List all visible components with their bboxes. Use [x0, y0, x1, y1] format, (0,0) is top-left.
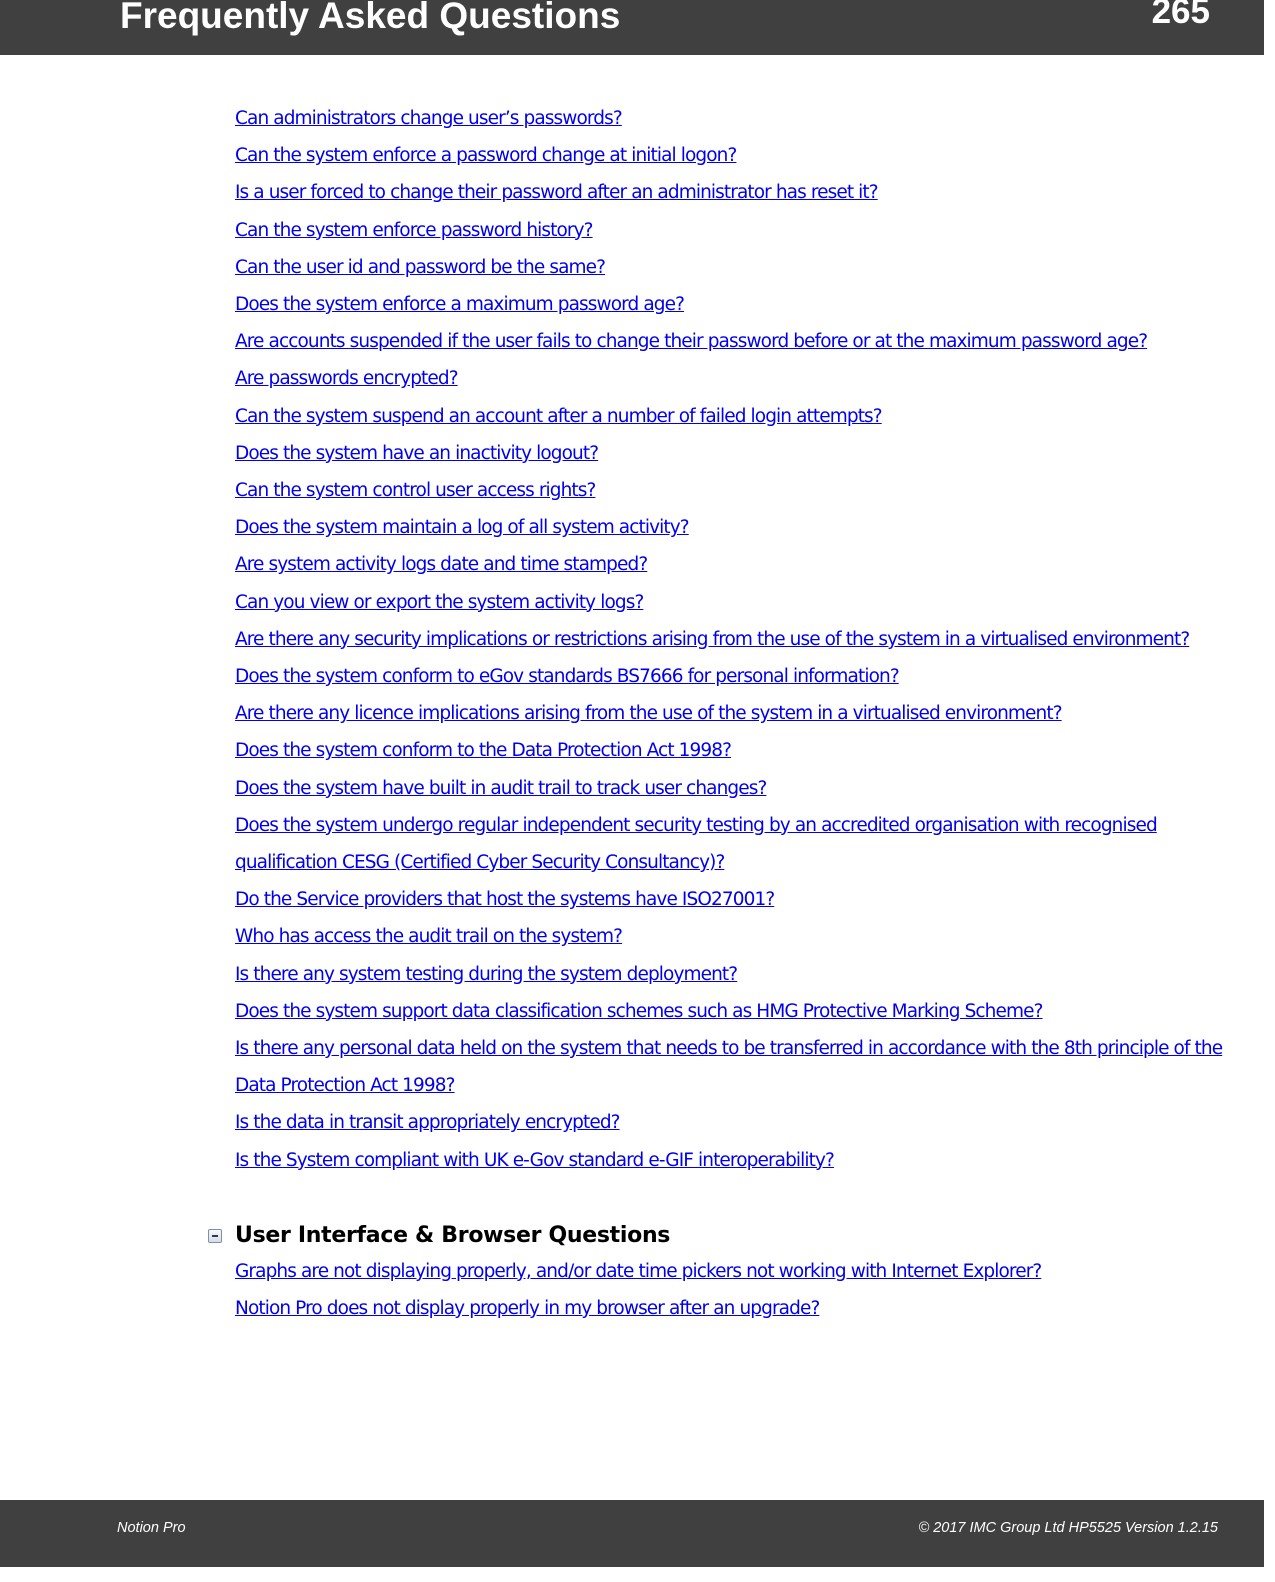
faq-link[interactable]: Are there any security implications or restrictions arising from the use of the system in a virtualised environment?	[235, 628, 1190, 650]
list-item	[235, 1142, 1235, 1179]
list-item	[235, 174, 1235, 211]
list-item	[235, 472, 1235, 509]
faq-link[interactable]: Are system activity logs date and time stamped?	[235, 554, 648, 576]
list-item	[235, 100, 1235, 137]
section-header	[235, 1219, 1235, 1253]
faq-link[interactable]: Is there any personal data held on the system that needs to be transferred in accordance with the 8th principle of the Data Protection Act 1998?	[235, 1038, 1223, 1097]
faq-content	[235, 100, 1235, 1327]
faq-link[interactable]: Who has access the audit trail on the system?	[235, 926, 623, 948]
faq-link[interactable]: Does the system support data classification schemes such as HMG Protective Marking Scheme?	[235, 1000, 1043, 1022]
list-item	[235, 732, 1235, 769]
list-item	[235, 212, 1235, 249]
list-item	[235, 1030, 1235, 1104]
faq-link[interactable]: Can the system control user access rights?	[235, 480, 596, 502]
section-title: User Interface & Browser Questions	[235, 1222, 671, 1248]
faq-link[interactable]: Does the system conform to the Data Protection Act 1998?	[235, 740, 732, 762]
list-item	[235, 993, 1235, 1030]
faq-link[interactable]: Is the data in transit appropriately encrypted?	[235, 1112, 620, 1134]
list-item	[235, 509, 1235, 546]
faq-link[interactable]: Does the system maintain a log of all system activity?	[235, 517, 689, 539]
collapse-minus-icon[interactable]	[208, 1229, 222, 1243]
list-item	[235, 398, 1235, 435]
page-number: 265	[1151, 0, 1210, 31]
faq-link[interactable]: Can the system enforce a password change at initial logon?	[235, 145, 737, 167]
list-item	[235, 956, 1235, 993]
faq-link[interactable]: Can the user id and password be the same?	[235, 256, 606, 278]
list-item	[235, 658, 1235, 695]
faq-link[interactable]: Does the system conform to eGov standards BS7666 for personal information?	[235, 666, 899, 688]
list-item	[235, 695, 1235, 732]
list-item	[235, 323, 1235, 360]
page-header	[0, 0, 1264, 55]
faq-link[interactable]: Are passwords encrypted?	[235, 368, 458, 390]
footer-product-name: Notion Pro	[117, 1520, 186, 1536]
page-footer	[0, 1500, 1264, 1567]
list-item	[235, 360, 1235, 397]
list-item	[235, 286, 1235, 323]
faq-link[interactable]: Does the system enforce a maximum password age?	[235, 294, 685, 316]
list-item	[235, 1104, 1235, 1141]
security-question-list	[235, 100, 1235, 1179]
faq-link[interactable]: Notion Pro does not display properly in my browser after an upgrade?	[235, 1297, 820, 1319]
faq-link[interactable]: Are accounts suspended if the user fails to change their password before or at the maximum password age?	[235, 331, 1148, 353]
footer-copyright: © 2017 IMC Group Ltd HP5525 Version 1.2.15	[918, 1520, 1218, 1536]
faq-link[interactable]: Are there any licence implications arising from the use of the system in a virtualised environment?	[235, 703, 1062, 725]
page-title: Frequently Asked Questions	[120, 0, 621, 36]
list-item	[235, 770, 1235, 807]
list-item	[235, 546, 1235, 583]
list-item	[235, 807, 1235, 881]
faq-link[interactable]: Does the system have an inactivity logout?	[235, 442, 599, 464]
faq-link[interactable]: Can the system suspend an account after a number of failed login attempts?	[235, 405, 882, 427]
faq-link[interactable]: Graphs are not displaying properly, and/or date time pickers not working with Internet Explorer?	[235, 1260, 1042, 1282]
faq-link[interactable]: Do the Service providers that host the systems have ISO27001?	[235, 889, 775, 911]
list-item	[235, 1253, 1235, 1290]
list-item	[235, 249, 1235, 286]
faq-link[interactable]: Can you view or export the system activity logs?	[235, 591, 644, 613]
list-item	[235, 1290, 1235, 1327]
faq-link[interactable]: Does the system have built in audit trail to track user changes?	[235, 777, 767, 799]
faq-link[interactable]: Can the system enforce password history?	[235, 219, 593, 241]
list-item	[235, 584, 1235, 621]
faq-link[interactable]: Does the system undergo regular independent security testing by an accredited organisation with recognised qualification CESG (Certified Cyber Security Consultancy)?	[235, 814, 1157, 874]
faq-link[interactable]: Is there any system testing during the system deployment?	[235, 963, 738, 985]
list-item	[235, 137, 1235, 174]
list-item	[235, 435, 1235, 472]
ui-question-list	[235, 1253, 1235, 1327]
faq-link[interactable]: Can administrators change user’s passwords?	[235, 108, 622, 129]
faq-link[interactable]: Is the System compliant with UK e-Gov standard e-GIF interoperability?	[235, 1149, 834, 1171]
list-item	[235, 621, 1235, 658]
list-item	[235, 881, 1235, 918]
list-item	[235, 918, 1235, 955]
ui-browser-section	[235, 1219, 1235, 1327]
faq-link[interactable]: Is a user forced to change their password after an administrator has reset it?	[235, 182, 878, 204]
